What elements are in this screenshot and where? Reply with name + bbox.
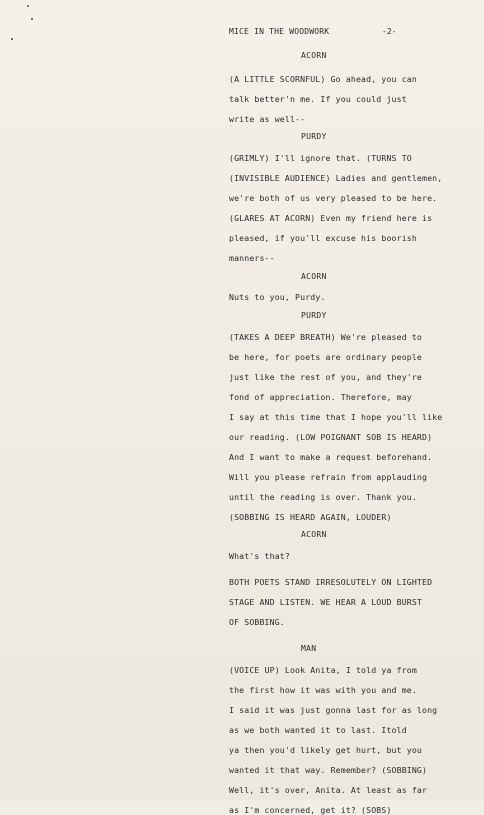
dialogue-line: And I want to make a request beforehand. [229,452,433,462]
speaker-name: PURDY [301,311,327,320]
stage-direction-line: OF SOBBING. [229,617,285,627]
dialogue-line: fond of appreciation. Therefore, may [229,392,412,402]
dialogue-line: as we both wanted it to last. Itold [229,725,407,735]
speaker-name: MAN [301,644,317,653]
dialogue-line: be here, for poets are ordinary people [229,352,423,362]
dialogue-line: What's that? [229,551,290,561]
dialogue-line: I said it was just gonna last for as long [229,705,438,715]
paper-speck [27,5,29,7]
speaker-name: ACORN [301,51,327,60]
dialogue-line: pleased, if you'll excuse his boorish [229,233,417,243]
speaker-name: ACORN [301,272,327,281]
dialogue-line: Nuts to you, Purdy. [229,292,326,302]
dialogue-line: (TAKES A DEEP BREATH) We're pleased to [229,332,423,342]
dialogue-line: until the reading is over. Thank you. [229,492,417,502]
dialogue-line: write as well-- [229,114,306,124]
dialogue-line: just like the rest of you, and they're [229,372,423,382]
dialogue-line: (INVISIBLE AUDIENCE) Ladies and gentlemen, [229,173,443,183]
dialogue-line: Will you please refrain from applauding [229,472,428,482]
dialogue-line: talk better'n me. If you could just [229,94,407,104]
paper-speck [11,38,13,40]
dialogue-line: wanted it that way. Remember? (SOBBING) [229,765,428,775]
speaker-name: ACORN [301,530,327,539]
script-title: MICE IN THE WOODWORK [229,27,330,36]
stage-direction-line: STAGE AND LISTEN. WE HEAR A LOUD BURST [229,597,423,607]
dialogue-line: we're both of us very pleased to be here. [229,193,438,203]
page-number: -2- [382,27,397,36]
dialogue-line: as I'm concerned, get it? (SOBS) [229,805,392,815]
dialogue-line: the first how it was with you and me. [229,685,417,695]
dialogue-line: manners-- [229,253,275,263]
dialogue-line: I say at this time that I hope you'll like [229,412,443,422]
dialogue-line: our reading. (LOW POIGNANT SOB IS HEARD) [229,432,433,442]
stage-direction-line: BOTH POETS STAND IRRESOLUTELY ON LIGHTED [229,577,433,587]
dialogue-line: Well, it's over, Anita. At least as far [229,785,428,795]
dialogue-line: (GRIMLY) I'll ignore that. (TURNS TO [229,153,412,163]
dialogue-line: (VOICE UP) Look Anita, I told ya from [229,665,417,675]
dialogue-line: (A LITTLE SCORNFUL) Go ahead, you can [229,74,417,84]
dialogue-line: (SOBBING IS HEARD AGAIN, LOUDER) [229,512,392,522]
dialogue-line: ya then you'd likely get hurt, but you [229,745,423,755]
paper-speck [31,18,33,20]
speaker-name: PURDY [301,132,327,141]
dialogue-line: (GLARES AT ACORN) Even my friend here is [229,213,433,223]
